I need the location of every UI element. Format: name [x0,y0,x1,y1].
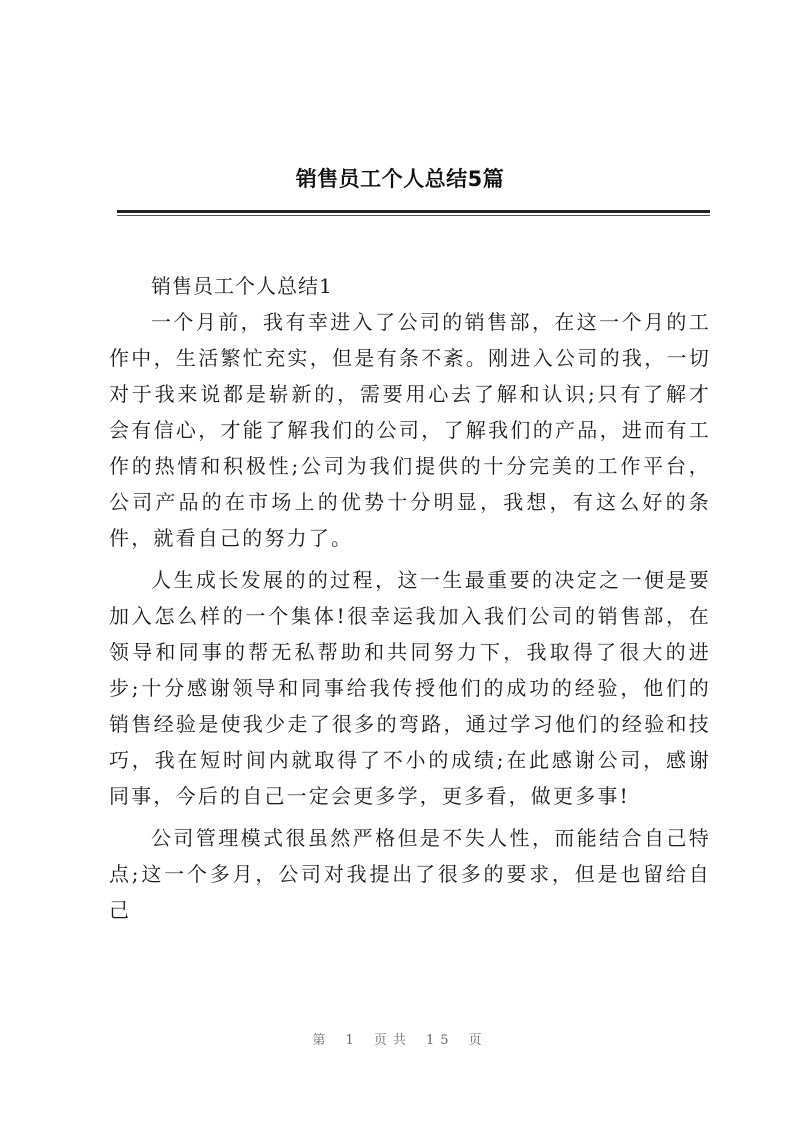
document-body [109,270,711,928]
section-heading: 销售员工个人总结1 [151,274,333,298]
body-paragraph-3: 公司管理模式很虽然严格但是不失人性，而能结合自己特点;这一个多月，公司对我提出了很多的要求，但是也留给自己 [109,826,711,922]
body-paragraph-2: 人生成长发展的的过程，这一生最重要的决定之一便是要加入怎么样的一个集体!很幸运我加入我们公司的销售部，在领导和同事的帮无私帮助和共同努力下，我取得了很大的进步;十分感谢领导和同事给我传授他们的成功的经验，他们的销售经验是使我少走了很多的弯路，通过学习他们的经验和技巧，我在短时间内就取得了不小的成绩;在此感谢公司，感谢同事，今后的自己一定会更多学，更多看，做更多事! [109,568,711,808]
document-title: 销售员工个人总结5篇 [295,167,505,191]
body-paragraph-1: 一个月前，我有幸进入了公司的销售部，在这一个月的工作中，生活繁忙充实，但是有条不紊。刚进入公司的我，一切对于我来说都是崭新的，需要用心去了解和认识;只有了解才会有信心，才能了解我们的公司，了解我们的产品，进而有工作的热情和积极性;公司为我们提供的十分完美的工作平台，公司产品的在市场上的优势十分明显，我想，有这么好的条件，就看自己的努力了。 [109,310,711,550]
title-divider-thin [117,215,710,216]
title-divider [117,210,710,213]
page-number-footer: 第 1 页共 15 页 [312,1033,488,1048]
